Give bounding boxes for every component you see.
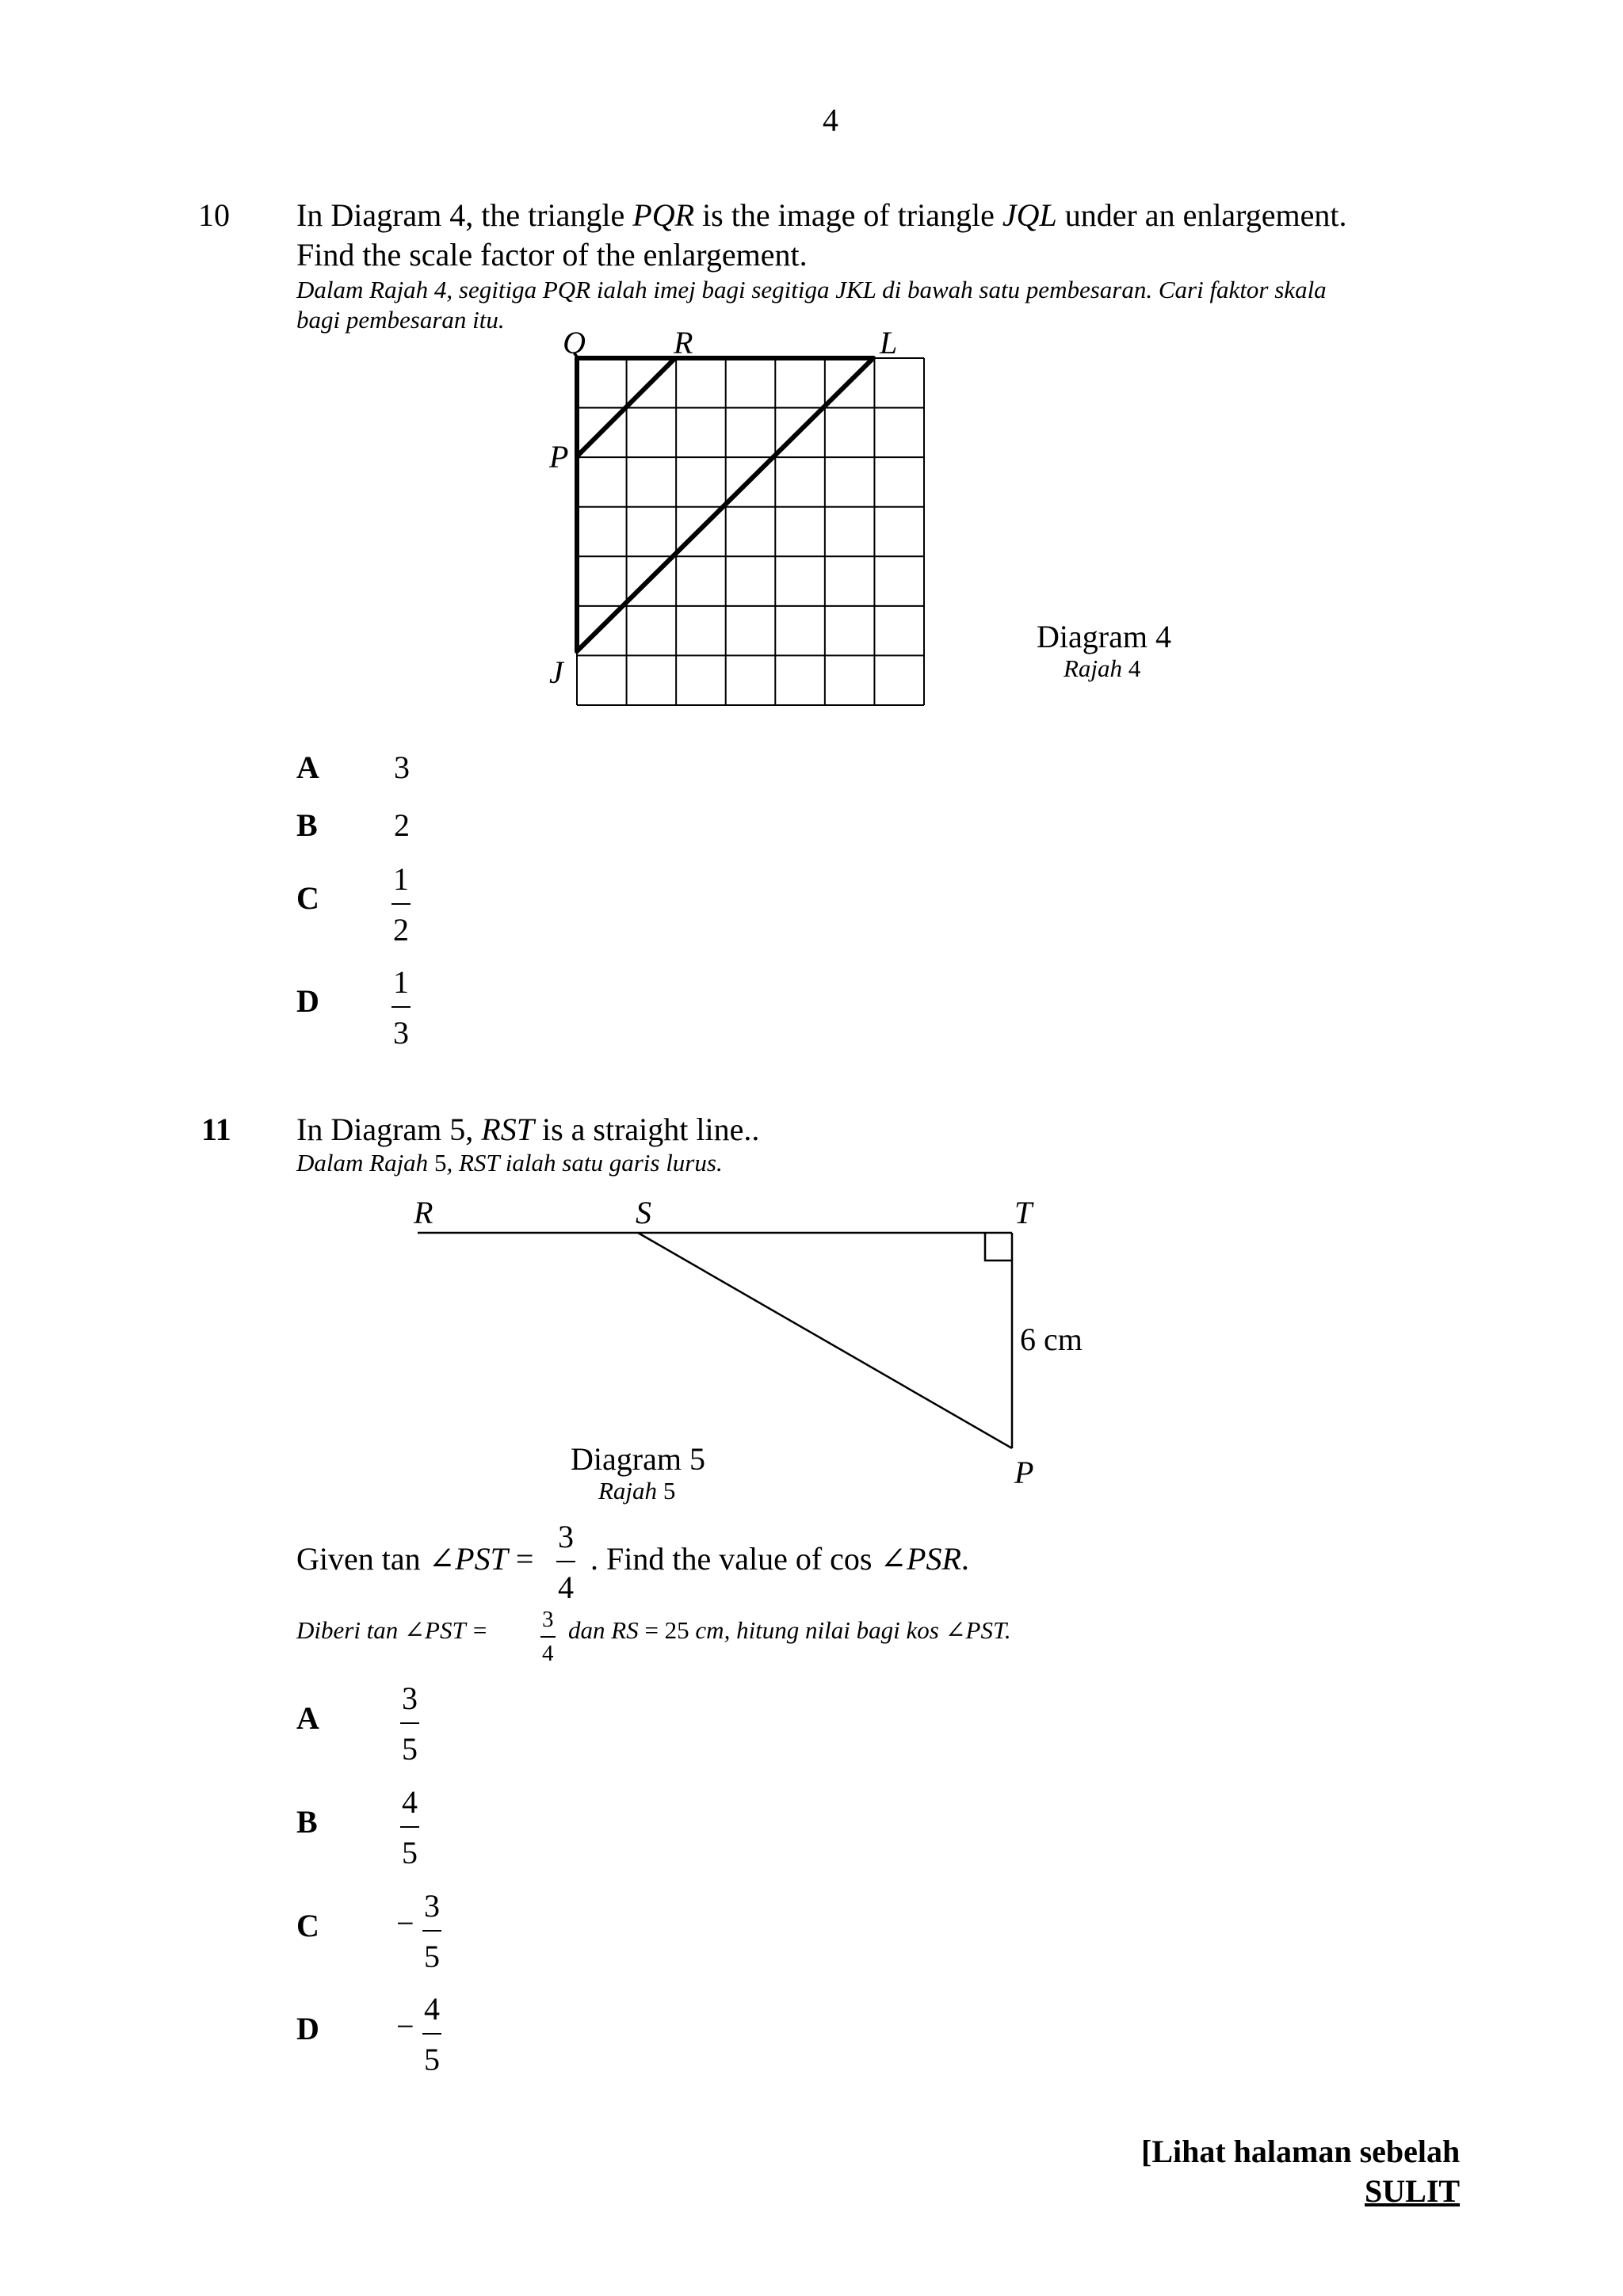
fraction-bar [422,2033,441,2035]
side-label-tp: 6 cm [1020,1322,1083,1357]
q10-option-d-letter: D [296,983,319,1019]
question-11-text-my: Dalam Rajah 5, RST ialah satu garis lurus. [296,1149,723,1177]
q10-option-a-letter: A [296,749,319,785]
footer-sulit: SULIT [1365,2173,1461,2209]
diagram-5-caption-my: Rajah 5 [598,1477,676,1505]
fraction-bar [391,903,411,905]
line-pr [577,358,675,456]
q11-option-d-letter: D [296,2011,319,2046]
numerator: 3 [402,1680,418,1716]
label-j: J [549,654,563,690]
q10-option-a-value: 3 [394,749,410,785]
fraction-bar [422,1930,441,1932]
fraction-bar [400,1722,419,1724]
q11-option-d-sign: − [396,2008,414,2044]
numerator: 1 [393,861,409,897]
label-t: T [1014,1195,1033,1230]
question-10-text-en-line1: In Diagram 4, the triangle PQR is the image of triangle JQL under an enlargement. [296,197,1347,233]
denominator: 5 [402,1731,418,1767]
denominator: 5 [424,2042,440,2077]
q11-option-c-sign: − [396,1905,414,1941]
label-p: P [1014,1455,1034,1490]
q11-option-b-letter: B [296,1804,318,1840]
q11-option-d-fraction [422,1993,441,2076]
page-number: 4 [823,102,838,138]
label-q: Q [563,325,586,360]
q10-option-c-fraction [391,861,411,948]
diagram-4-caption-my: Rajah 4 [1064,654,1141,682]
given-my-part2: dan RS = 25 cm, hitung nilai bagi kos ∠PST. [568,1616,1011,1644]
label-p: P [549,439,569,475]
question-10-number: 10 [198,197,230,233]
q10-option-b-value: 2 [394,807,410,843]
numerator: 4 [402,1784,418,1820]
denominator: 5 [424,1939,440,1974]
line-sp [638,1233,1012,1448]
diagram-5-caption-en: Diagram 5 [571,1441,705,1477]
diagram-4-caption-en: Diagram 4 [1037,619,1171,654]
question-10-text-en-line2: Find the scale factor of the enlargement. [296,237,808,273]
denominator: 2 [393,912,409,948]
denominator: 3 [393,1015,409,1051]
triangle-lines [577,358,873,651]
q11-option-c-fraction [422,1890,441,1973]
numerator: 3 [558,1519,574,1554]
right-angle-mark [985,1233,1012,1261]
question-11-text-en: In Diagram 5, RST is a straight line.. [296,1112,760,1147]
q11-option-c-letter: C [296,1908,319,1943]
given-my-part1: Diberi tan ∠PST = [296,1616,488,1644]
q10-option-c-letter: C [296,880,319,916]
label-r: R [674,325,693,360]
q10-option-b-letter: B [296,807,318,843]
question-11-number: 11 [201,1112,231,1147]
given-my-fraction [540,1608,556,1665]
fraction-bar [556,1561,575,1562]
numerator: 3 [542,1607,554,1632]
numerator: 4 [424,1991,440,2027]
label-s: S [636,1195,651,1230]
numerator: 1 [393,964,409,1000]
fraction-bar [391,1006,411,1008]
footer-next-page: [Lihat halaman sebelah [1141,2134,1461,2169]
label-r: R [414,1195,433,1230]
label-l: L [880,325,898,360]
q11-option-a-letter: A [296,1700,319,1736]
denominator: 4 [542,1641,554,1666]
denominator: 5 [402,1835,418,1871]
given-en-fraction [556,1521,575,1604]
numerator: 3 [424,1888,440,1924]
q11-option-a-fraction [400,1680,419,1767]
fraction-bar [540,1636,556,1638]
line-jl [577,358,873,651]
q10-option-d-fraction [391,964,411,1051]
question-10-text-my-line1: Dalam Rajah 4, segitiga PQR ialah imej bagi segitiga JKL di bawah satu pembesaran. Cari faktor skala [296,276,1327,303]
grid-lines [577,358,924,705]
fraction-bar [400,1826,419,1828]
denominator: 4 [558,1569,574,1605]
given-en-part1: Given tan ∠PST = [296,1541,534,1577]
question-10-text-my-line2: bagi pembesaran itu. [296,306,505,334]
q11-option-b-fraction [400,1784,419,1871]
given-en-part2: . Find the value of cos ∠PSR. [590,1541,969,1577]
